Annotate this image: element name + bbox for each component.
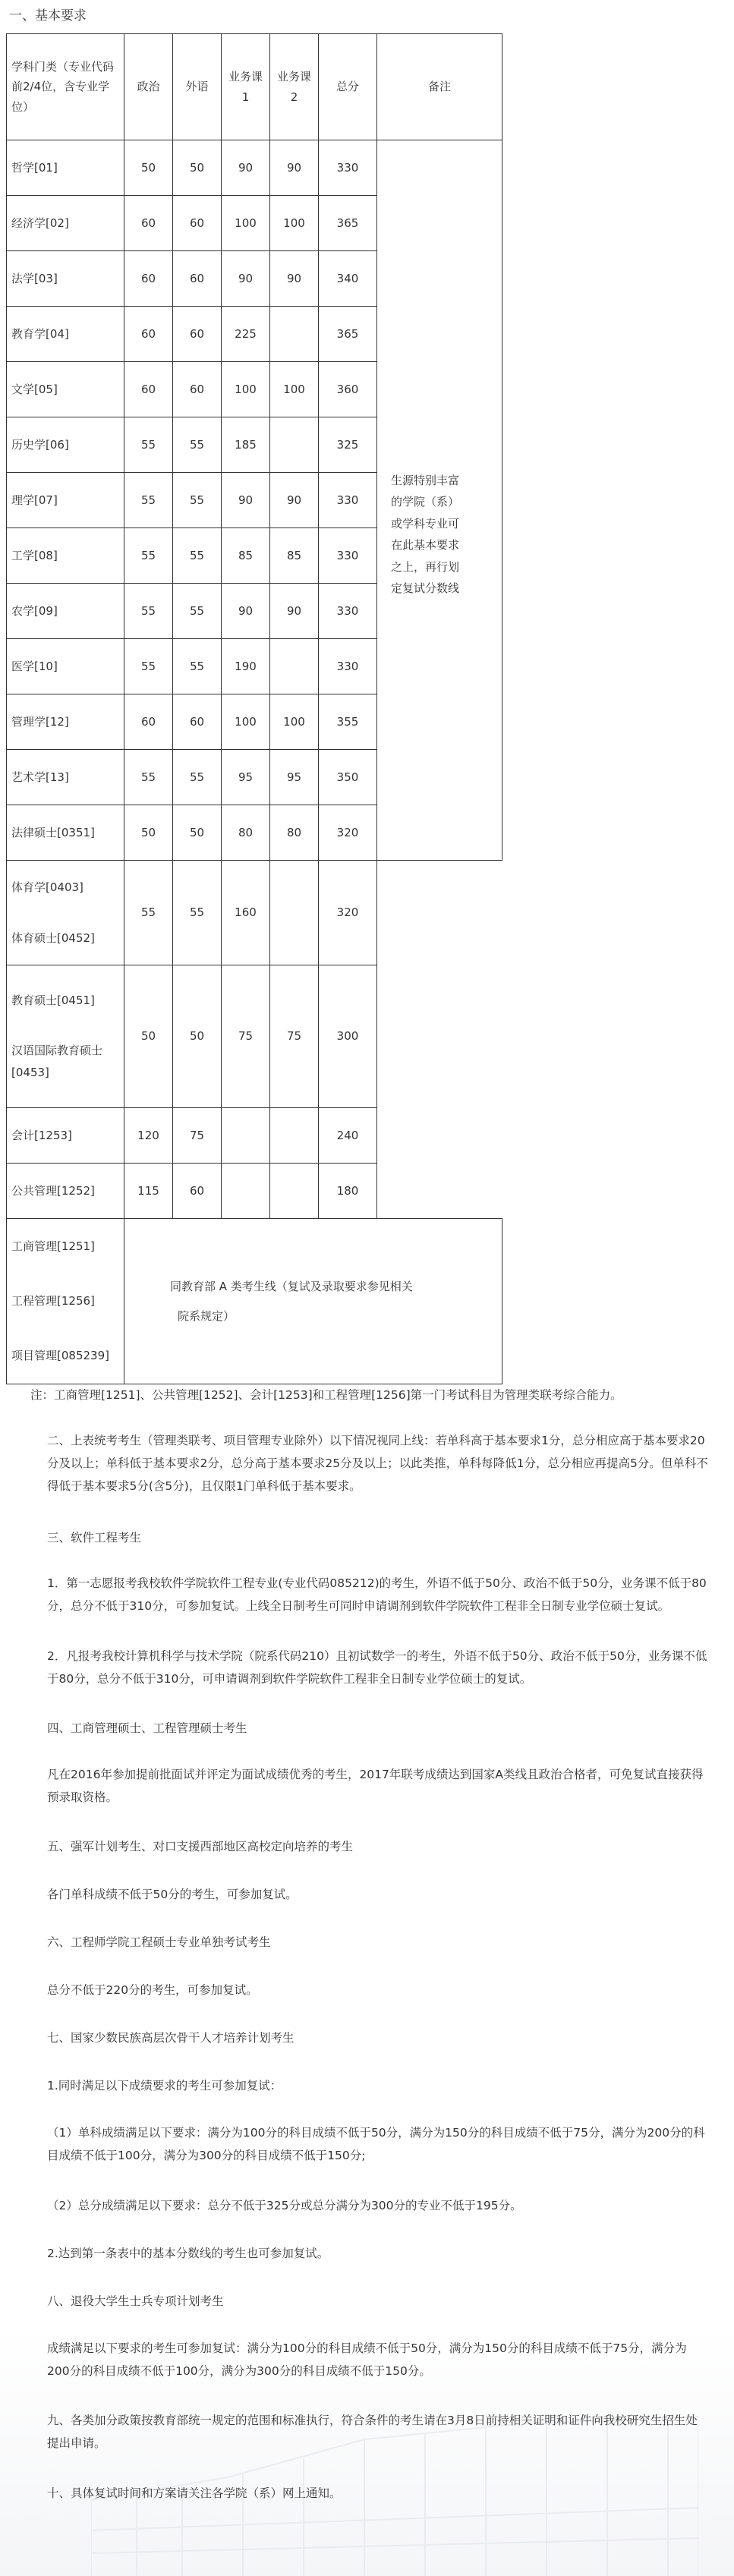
politics-score: 55 (124, 639, 173, 694)
politics-score: 55 (124, 473, 173, 528)
course2-score: 80 (270, 805, 319, 861)
politics-score: 55 (124, 750, 173, 805)
politics-score: 60 (124, 694, 173, 750)
course1-score: 100 (222, 694, 270, 750)
total-score: 355 (319, 694, 377, 750)
politics-score: 55 (124, 584, 173, 639)
table-row: 教育硕士[0451] 汉语国际教育硕士[0453] 50 50 75 75 300 (7, 965, 502, 1108)
politics-score: 60 (124, 196, 173, 251)
header-language: 外语 (173, 34, 222, 140)
section-6-body: 总分不低于220分的考生，可参加复试。 (47, 1983, 258, 1997)
row-name: 艺术学[13] (7, 750, 124, 805)
header-remark: 备注 (377, 34, 502, 140)
row-name: 教育硕士[0451] 汉语国际教育硕士[0453] (7, 965, 124, 1108)
section-7-item-1: 1.同时满足以下成绩要求的考生可参加复试： (47, 2079, 282, 2093)
section-4-title: 四、工商管理硕士、工程管理硕士考生 (47, 1721, 247, 1735)
section-3-title: 三、软件工程考生 (47, 1531, 142, 1545)
total-score: 330 (319, 584, 377, 639)
table-row-management (7, 1219, 502, 1384)
table-row (7, 140, 502, 196)
table-row: 会计[1253] 120 75 240 (7, 1108, 502, 1164)
language-score: 60 (173, 251, 222, 307)
course1-score: 190 (222, 639, 270, 694)
course1-score: 80 (222, 805, 270, 861)
remark-line: 定复试分数线 (391, 581, 460, 595)
course2-score (270, 307, 319, 362)
section-9-text: 九、各类加分政策按教育部统一规定的范围和标准执行，符合条件的考生请在3月8日前持相关证明和证件向我校研究生招生处提出申请。 (47, 2414, 698, 2451)
header-course1: 业务课1 (222, 34, 270, 140)
total-score: 330 (319, 639, 377, 694)
course1-score: 85 (222, 528, 270, 584)
language-score: 55 (173, 473, 222, 528)
remark-line: 之上，再行划 (391, 559, 460, 574)
language-score: 60 (173, 307, 222, 362)
course1-score: 90 (222, 251, 270, 307)
row-name: 理学[07] (7, 473, 124, 528)
row-name: 文学[05] (7, 362, 124, 417)
politics-score: 60 (124, 251, 173, 307)
politics-score: 50 (124, 140, 173, 196)
row-name: 体育学[0403] 体育硕士[0452] (7, 861, 124, 965)
total-score: 330 (319, 140, 377, 196)
section-10-text: 十、具体复试时间和方案请关注各学院（系）网上通知。 (47, 2486, 342, 2500)
section-7-item-1a: （1）单科成绩满足以下要求：满分为100分的科目成绩不低于50分，满分为150分的科目成绩不低于75分，满分为200分的科目成绩不低于100分，满分为300分的科目成绩不低于150分; (47, 2126, 705, 2163)
header-course2: 业务课2 (270, 34, 319, 140)
politics-score: 55 (124, 528, 173, 584)
table-note: 注：工商管理[1251]、公共管理[1252]、会计[1253]和工程管理[1256]第一门考试科目为管理类联考综合能力。 (30, 1388, 622, 1402)
course2-score: 90 (270, 140, 319, 196)
row-name: 工商管理[1251] 工程管理[1256] 项目管理[085239] (7, 1219, 124, 1384)
remark-line: 的学院（系） (391, 495, 460, 509)
row-name: 哲学[01] (7, 140, 124, 196)
header-subject: 学科门类（专业代码前2/4位，含专业学位） (7, 34, 124, 140)
remark-line: 或学科专业可 (391, 516, 460, 531)
course1-score: 185 (222, 417, 270, 473)
section-4-body: 凡在2016年参加提前批面试并评定为面试成绩优秀的考生，2017年联考成绩达到国家A类线且政治合格者，可免复试直接获得预录取资格。 (47, 1768, 704, 1805)
language-score: 55 (173, 639, 222, 694)
row-name: 教育学[04] (7, 307, 124, 362)
language-score: 55 (173, 584, 222, 639)
course2-score: 90 (270, 584, 319, 639)
section-2-text: 二、上表统考考生（管理类联考、项目管理专业除外）以下情况视同上线：若单科高于基本要求1分，总分相应高于基本要求20分及以上；单科低于基本要求2分，总分高于基本要求25分及以上；以此类推，单科每降低1分，总分相应再提高5分。但单科不得低于基本要求5分(含5分)，且仅限1门单科低于基本要求。 (47, 1434, 708, 1494)
course1-score: 90 (222, 584, 270, 639)
section-7-item-1b: （2）总分成绩满足以下要求：总分不低于325分或总分满分为300分的专业不低于195分。 (47, 2199, 522, 2212)
language-score: 50 (173, 140, 222, 196)
table-header-row (7, 34, 502, 140)
politics-score: 55 (124, 417, 173, 473)
course1-score: 100 (222, 362, 270, 417)
table-row: 公共管理[1252] 115 60 180 (7, 1164, 502, 1219)
course1-score: 90 (222, 473, 270, 528)
course2-score: 100 (270, 362, 319, 417)
language-score: 60 (173, 196, 222, 251)
total-score: 325 (319, 417, 377, 473)
course2-score: 95 (270, 750, 319, 805)
total-score: 350 (319, 750, 377, 805)
language-score: 60 (173, 694, 222, 750)
course2-score: 90 (270, 251, 319, 307)
total-score: 365 (319, 196, 377, 251)
row-name: 管理学[12] (7, 694, 124, 750)
language-score: 55 (173, 528, 222, 584)
section-6-title: 六、工程师学院工程硕士专业单独考试考生 (47, 1935, 271, 1949)
politics-score: 50 (124, 805, 173, 861)
row-name: 历史学[06] (7, 417, 124, 473)
section-3-item-1: 1．第一志愿报考我校软件学院软件工程专业(专业代码085212)的考生，外语不低于50分、政治不低于50分，业务课不低于80分，总分不低于310分，可参加复试。上线全日制考生可同时申请调剂到软件学院软件工程非全日制专业学位硕士复试。 (47, 1576, 707, 1614)
section-5-body: 各门单科成绩不低于50分的考生，可参加复试。 (47, 1888, 298, 1901)
row-name: 法学[03] (7, 251, 124, 307)
row-name: 医学[10] (7, 639, 124, 694)
total-score: 330 (319, 473, 377, 528)
row-name: 农学[09] (7, 584, 124, 639)
course2-score (270, 417, 319, 473)
section-8-body: 成绩满足以下要求的考生可参加复试：满分为100分的科目成绩不低于50分，满分为150分的科目成绩不低于75分，满分为200分的科目成绩不低于100分，满分为300分的科目成绩不低于150分。 (47, 2341, 687, 2379)
remark-line: 在此基本要求 (391, 538, 460, 552)
language-score: 55 (173, 750, 222, 805)
row-name: 法律硕士[0351] (7, 805, 124, 861)
course1-score: 95 (222, 750, 270, 805)
course1-score: 90 (222, 140, 270, 196)
course2-score: 100 (270, 694, 319, 750)
section-7-title: 七、国家少数民族高层次骨干人才培养计划考生 (47, 2031, 295, 2045)
politics-score: 60 (124, 362, 173, 417)
course2-score: 100 (270, 196, 319, 251)
remark-cell (377, 140, 502, 861)
total-score: 330 (319, 528, 377, 584)
header-total: 总分 (319, 34, 377, 140)
section-8-title: 八、退役大学生士兵专项计划考生 (47, 2294, 224, 2308)
total-score: 340 (319, 251, 377, 307)
basic-requirements-table (6, 33, 502, 1384)
header-politics: 政治 (124, 34, 173, 140)
row-name: 工学[08] (7, 528, 124, 584)
course1-score: 225 (222, 307, 270, 362)
total-score: 360 (319, 362, 377, 417)
row-name: 经济学[02] (7, 196, 124, 251)
course1-score: 100 (222, 196, 270, 251)
section-5-title: 五、强军计划考生、对口支援西部地区高校定向培养的考生 (47, 1840, 354, 1853)
management-note: 同教育部 A 类考生线（复试及录取要求参见相关 院系规定） (124, 1219, 502, 1384)
total-score: 320 (319, 805, 377, 861)
course2-score (270, 639, 319, 694)
course2-score: 90 (270, 473, 319, 528)
language-score: 50 (173, 805, 222, 861)
section-3-item-2: 2．凡报考我校计算机科学与技术学院（院系代码210）且初试数学一的考生，外语不低于50分、政治不低于50分，业务课不低于80分，总分不低于310分，可申请调剂到软件学院软件工程非全日制专业学位硕士的复试。 (47, 1649, 707, 1686)
language-score: 60 (173, 362, 222, 417)
remark-line: 生源特别丰富 (391, 473, 460, 487)
total-score: 365 (319, 307, 377, 362)
language-score: 55 (173, 417, 222, 473)
course2-score: 85 (270, 528, 319, 584)
politics-score: 60 (124, 307, 173, 362)
section-7-item-2: 2.达到第一条表中的基本分数线的考生也可参加复试。 (47, 2247, 329, 2260)
section-1-title: 一、基本要求 (9, 8, 87, 24)
table-row: 体育学[0403] 体育硕士[0452] 55 55 160 320 (7, 861, 502, 965)
